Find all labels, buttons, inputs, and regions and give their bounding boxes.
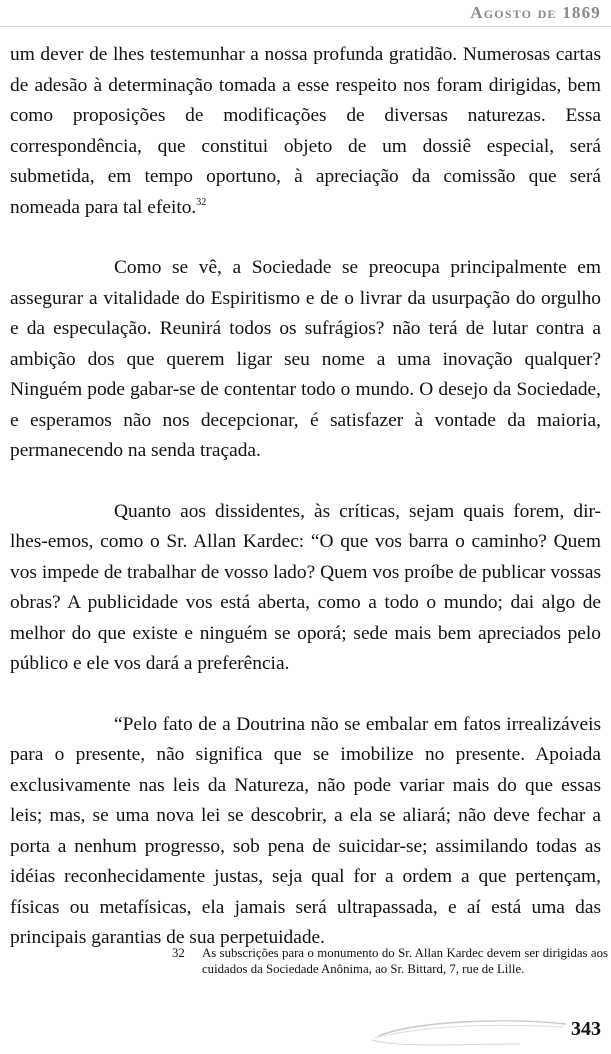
header-divider [0, 26, 611, 27]
footnote-number: 32 [172, 946, 185, 960]
page-swoosh-ornament [370, 1014, 570, 1048]
paragraph-1-text: um dever de lhes testemunhar a nossa profunda gratidão. Numerosas cartas de adesão à determinação tomada a esse respeito nos foram dirigidas, bem como proposições de modificações de diversas naturezas. Essa correspondência, que constitui objeto de um dossiê especial, será submetida, em tempo oportuno, à apreciação da comissão que será nomeada para tal efeito. [10, 44, 601, 218]
footnote [172, 946, 608, 977]
footnote-reference[interactable]: 32 [196, 196, 207, 208]
page-number: 343 [571, 1018, 601, 1040]
paragraph-1 [10, 40, 601, 223]
running-header: Agosto de 1869 [470, 3, 601, 22]
paragraph-4: “Pelo fato de a Doutrina não se embalar em fatos irrealizáveis para o presente, não significa que se imobilize no presente. Apoiada exclusivamente nas leis da Natureza, não pode variar mais do que essas leis; mas, se uma nova lei se descobrir, a ela se aliará; não deve fechar a porta a nenhum progresso, sob pena de suicidar-se; assimilando todas as idéias reconhecidamente justas, seja qual for a ordem a que pertençam, físicas ou metafísicas, ela jamais será ultrapassada, e aí está uma das principais garantias de sua perpetuidade. [10, 713, 601, 948]
main-text [10, 40, 601, 954]
footnote-text: As subscrições para o monumento do Sr. Allan Kardec devem ser dirigidas aos cuidados da Sociedade Anônima, ao Sr. Bittard, 7, rue de Lille. [202, 946, 608, 976]
paragraph-2: Como se vê, a Sociedade se preocupa principalmente em assegurar a vitalidade do Espiritismo e de o livrar da usurpação do orgulho e da especulação. Reunirá todos os sufrágios? não terá de lutar contra a ambição dos que querem ligar seu nome a uma inovação qualquer? Ninguém pode gabar-se de contentar todo o mundo. O desejo da Sociedade, e esperamos não nos decepcionar, é satisfazer à vontade da maioria, permanecendo na senda traçada. [10, 257, 601, 461]
paragraph-3: Quanto aos dissidentes, às críticas, sejam quais forem, dir-lhes-emos, como o Sr. Allan Kardec: “O que vos barra o caminho? Quem vos impede de trabalhar de vosso lado? Quem vos proíbe de publicar vossas obras? A publicidade vos está aberta, como a todo o mundo; dai algo de melhor do que existe e ninguém se oporá; sede mais bem apreciados pelo público e ele vos dará a preferência. [10, 500, 601, 674]
